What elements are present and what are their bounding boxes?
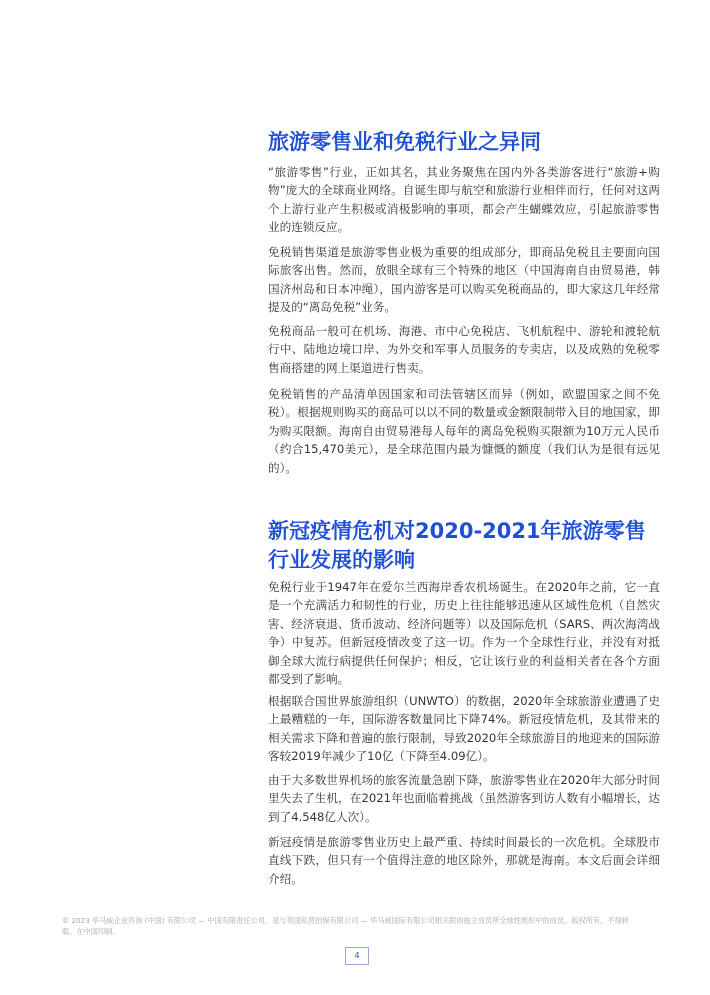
paragraph: 免税商品一般可在机场、海港、市中心免税店、飞机航程中、游轮和渡轮航行中、陆地边境口岸、为外交和军事人员服务的专卖店，以及成熟的免税零售商搭建的网上渠道进行售卖。: [268, 324, 660, 375]
paragraph: 免税销售的产品清单因国家和司法管辖区而异（例如，欧盟国家之间不免税）。根据规则购买的商品可以以不同的数量或金额限制带入目的地国家，即为购买限额。海南自由贸易港每人每年的离岛免税购买限额为10万元人民币（约合15,470美元），是全球范围内最为慷慨的额度（我们认为是很有远见的）。: [268, 387, 660, 475]
page-number: 4: [345, 947, 369, 965]
paragraph: 免税销售渠道是旅游零售业极为重要的组成部分，即商品免税且主要面向国际旅客出售。然而，放眼全球有三个特殊的地区（中国海南自由贸易港，韩国济州岛和日本冲绳），国内游客是可以购买免税商品的，即大家这几年经常提及的“离岛免税”业务。: [268, 245, 660, 315]
paragraph: 根据联合国世界旅游组织（UNWTO）的数据，2020年全球旅游业遭遇了史上最糟糕的一年，国际游客数量同比下降74%。新冠疫情危机，及其带来的相关需求下降和普遍的旅行限制，导致2020年全球旅游目的地迎来的国际游客较2019年减少了10亿（下降至4.09亿）。: [268, 694, 660, 764]
paragraph: 免税行业于1947年在爱尔兰西海岸香农机场诞生。在2020年之前，它一直是一个充满活力和韧性的行业，历史上往往能够迅速从区域性危机（自然灾害、经济衰退、货币波动、经济问题等）以及国际危机（SARS、两次海湾战争）中复苏。但新冠疫情改变了这一切。作为一个全球性行业，并没有对抵御全球大流行病提供任何保护；相反，它让该行业的利益相关者在各个方面都受到了影响。: [268, 580, 660, 687]
copyright-notice: © 2023 毕马威企业咨询 (中国) 有限公司 — 中国有限责任公司，是与英国私营担保有限公司 — 毕马威国际有限公司相关联的独立成员所全球性组织中的成员。版权所有，不得转载。在中国印刷。: [62, 916, 629, 936]
paragraph: 由于大多数世界机场的旅客流量急剧下降，旅游零售业在2020年大部分时间里失去了生机，在2021年也面临着挑战（虽然游客到访人数有小幅增长，达到了4.548亿人次）。: [268, 773, 660, 824]
paragraph: “旅游零售”行业，正如其名，其业务聚焦在国内外各类游客进行“旅游+购物”庞大的全球商业网络。自诞生即与航空和旅游行业相伴而行，任何对这两个上游行业产生积极或消极影响的事项，都会产生蝴蝶效应，引起旅游零售业的连锁反应。: [268, 165, 660, 235]
section-heading: 新冠疫情危机对2020-2021年旅游零售行业发展的影响: [268, 519, 646, 572]
paragraph: 新冠疫情是旅游零售业历史上最严重、持续时间最长的一次危机。全球股市直线下跌，但只有一个值得注意的地区除外，那就是海南。本文后面会详细介绍。: [268, 835, 660, 886]
section-heading: 旅游零售业和免税行业之异同: [268, 130, 541, 154]
